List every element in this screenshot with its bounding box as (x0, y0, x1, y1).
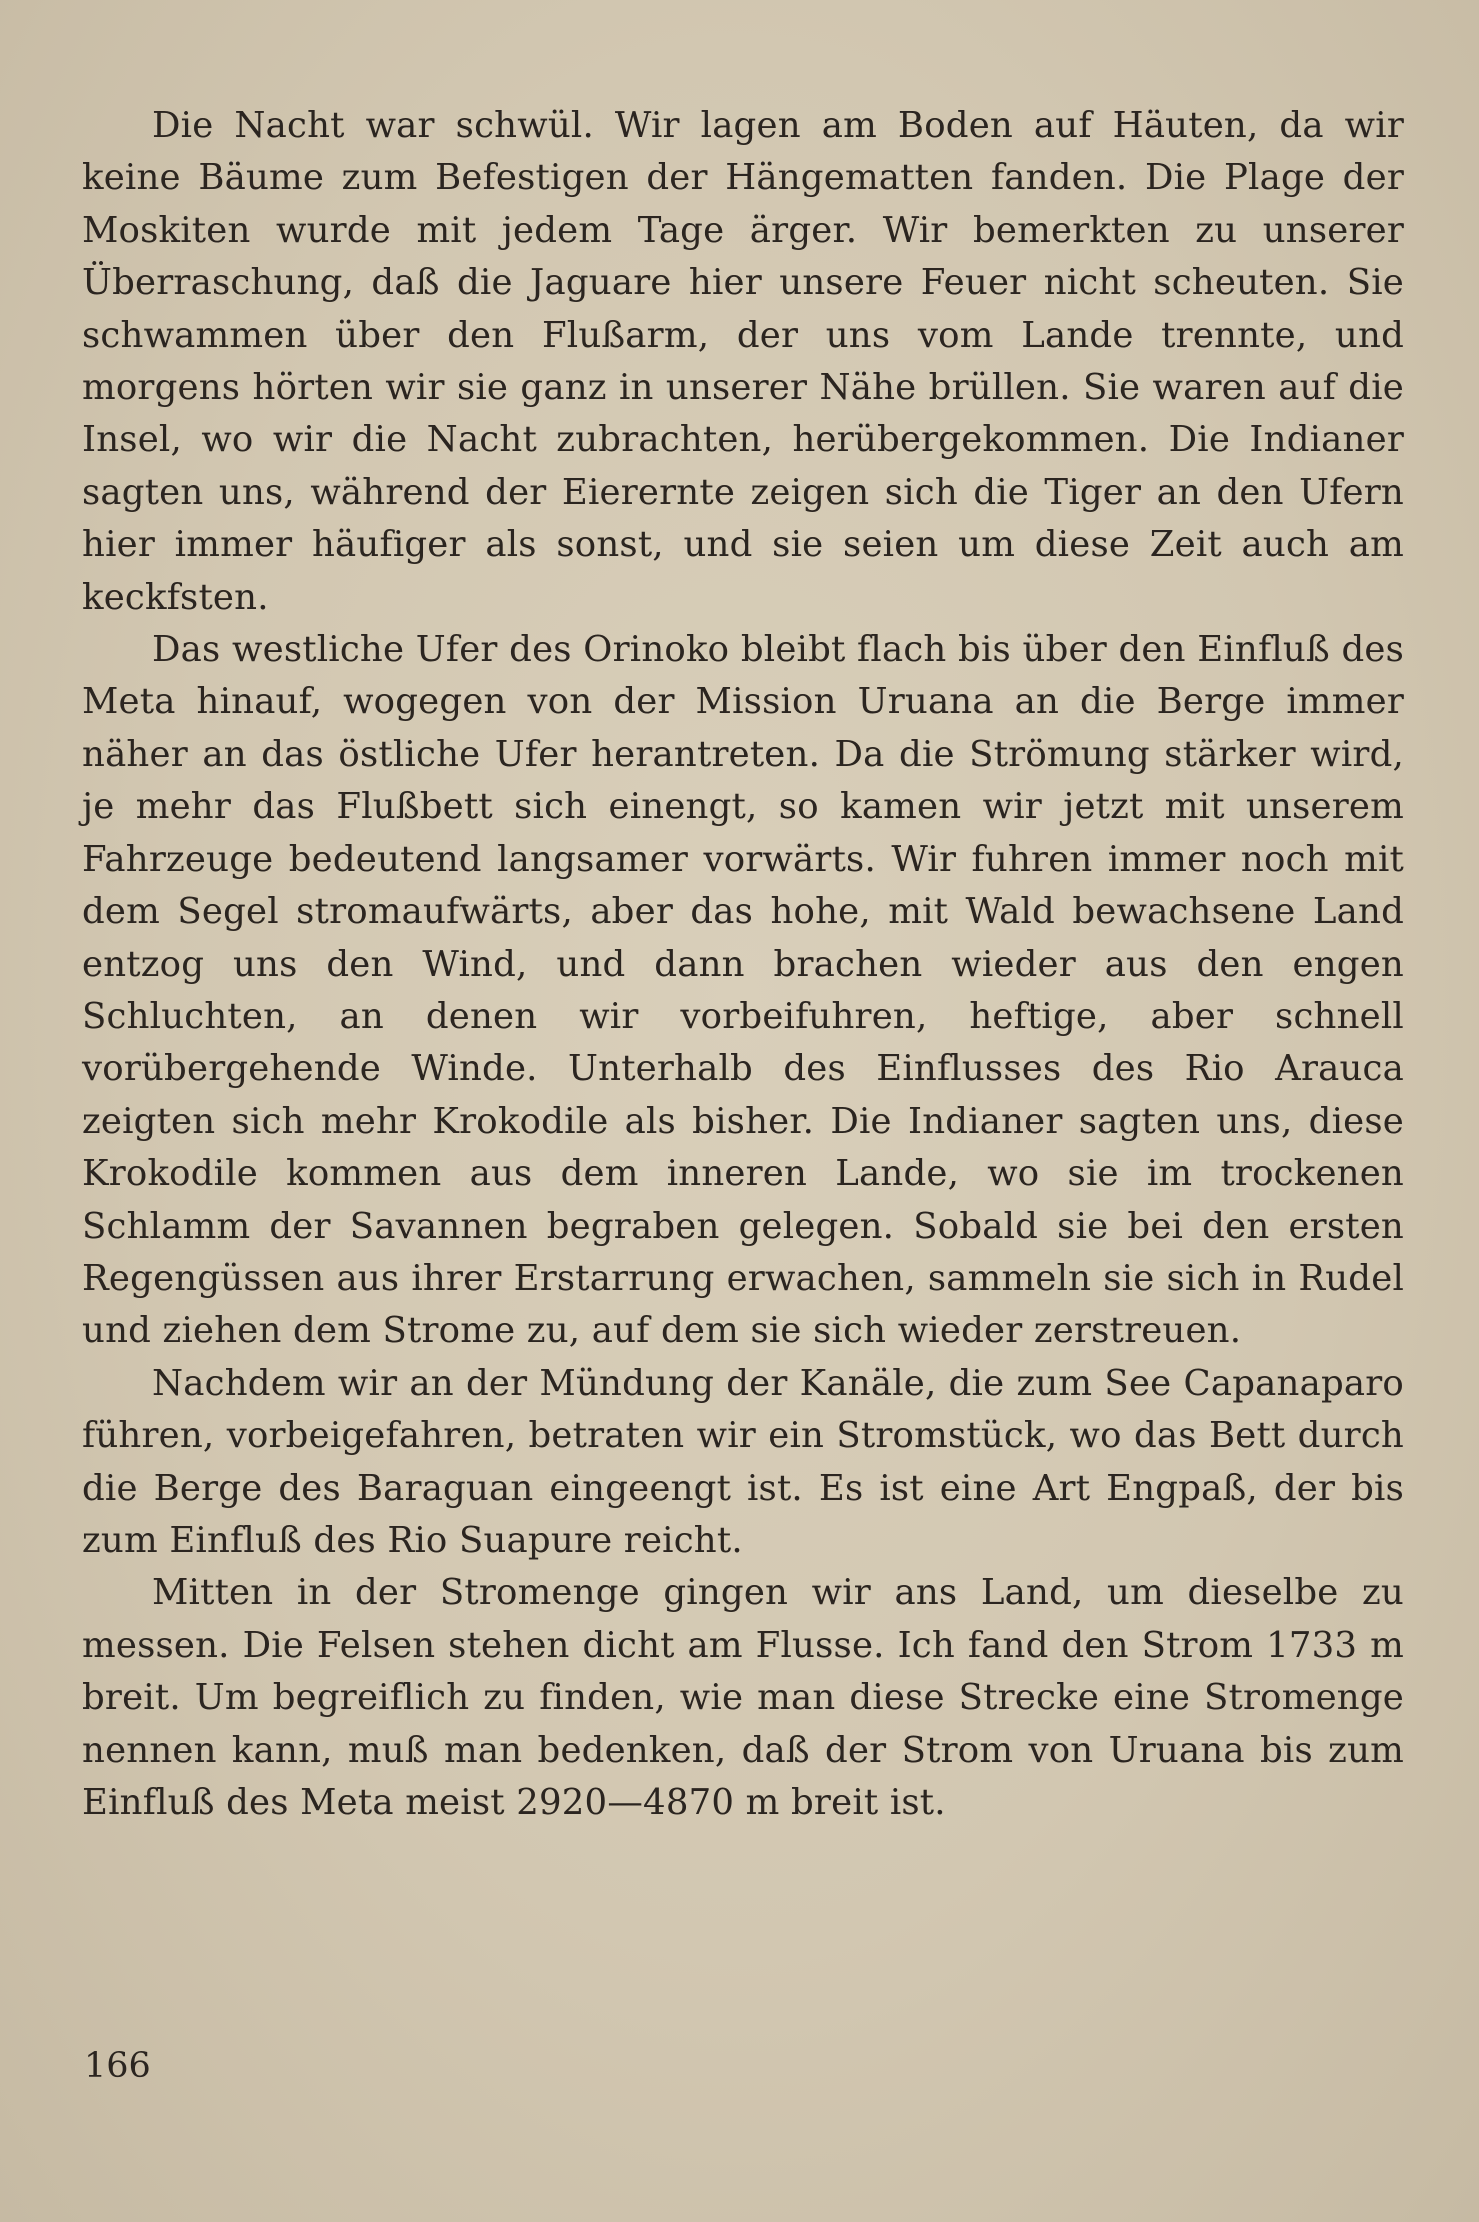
body-text (82, 100, 1404, 1829)
page-number: 166 (84, 2046, 151, 2086)
paragraph-3: Nachdem wir an der Mündung der Kanäle, die zum See Capanaparo führen, vorbeigefahren, betraten wir ein Stromstück, wo das Bett durch die Berge des Baraguan eingeengt ist. Es ist eine Art Engpaß, der bis zum Einfluß des Rio Suapure reicht. (82, 1362, 1404, 1561)
paragraph-2: Das westliche Ufer des Orinoko bleibt flach bis über den Einfluß des Meta hinauf, wogegen von der Mission Uruana an die Berge immer näher an das östliche Ufer herantreten. Da die Strömung stärker wird, je mehr das Flußbett sich einengt, so kamen wir jetzt mit unserem Fahrzeuge bedeutend langsamer vorwärts. Wir fuhren immer noch mit dem Segel stromaufwärts, aber das hohe, mit Wald bewachsene Land entzog uns den Wind, und dann brachen wieder aus den engen Schluchten, an denen wir vorbeifuhren, heftige, aber schnell vorübergehende Winde. Unterhalb des Einflusses des Rio Arauca zeigten sich mehr Krokodile als bisher. Die Indianer sagten uns, diese Krokodile kommen aus dem inneren Lande, wo sie im trockenen Schlamm der Savannen begraben gelegen. Sobald sie bei den ersten Regengüssen aus ihrer Erstarrung erwachen, sammeln sie sich in Rudel und ziehen dem Strome zu, auf dem sie sich wieder zerstreuen. (82, 629, 1404, 1352)
paragraph-1: Die Nacht war schwül. Wir lagen am Boden auf Häuten, da wir keine Bäume zum Befestigen der Hängematten fanden. Die Plage der Moskiten wurde mit jedem Tage ärger. Wir bemerkten zu unserer Überraschung, daß die Jaguare hier unsere Feuer nicht scheuten. Sie schwammen über den Flußarm, der uns vom Lande trennte, und morgens hörten wir sie ganz in unserer Nähe brüllen. Sie waren auf die Insel, wo wir die Nacht zubrachten, herübergekommen. Die Indianer sagten uns, während der Eierernte zeigen sich die Tiger an den Ufern hier immer häufiger als sonst, und sie seien um diese Zeit auch am keckfsten. (82, 105, 1404, 618)
paragraph-4: Mitten in der Stromenge gingen wir ans Land, um dieselbe zu messen. Die Felsen stehen dicht am Flusse. Ich fand den Strom 1733 m breit. Um begreiflich zu finden, wie man diese Strecke eine Stromenge nennen kann, muß man bedenken, daß der Strom von Uruana bis zum Einfluß des Meta meist 2920—4870 m breit ist. (82, 1572, 1404, 1823)
